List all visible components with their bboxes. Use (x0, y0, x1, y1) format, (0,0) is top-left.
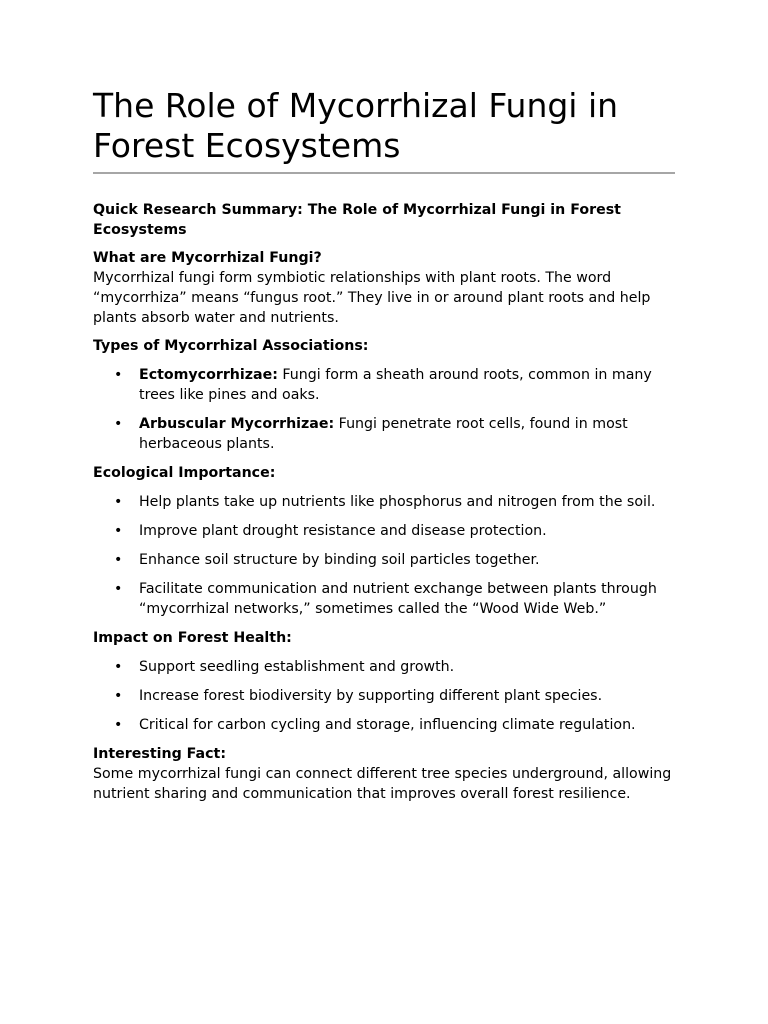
list-item (93, 657, 675, 677)
list-item-term: Arbuscular Mycorrhizae: (139, 416, 335, 432)
ecological-list (93, 492, 675, 619)
list-item-text: Enhance soil structure by binding soil particles together. (139, 552, 540, 568)
bullet-icon: • (114, 367, 123, 383)
list-item (93, 579, 675, 619)
bullet-icon: • (114, 523, 123, 539)
list-item (93, 492, 675, 512)
bullet-icon: • (114, 581, 123, 597)
bullet-icon: • (114, 659, 123, 675)
bullet-icon: • (114, 688, 123, 704)
bullet-icon: • (114, 717, 123, 733)
list-item-text: Improve plant drought resistance and disease protection. (139, 523, 547, 539)
list-item (93, 550, 675, 570)
section-heading-fact: Interesting Fact: (93, 746, 226, 762)
bullet-icon: • (114, 552, 123, 568)
list-item-text: Critical for carbon cycling and storage, influencing climate regulation. (139, 717, 636, 733)
list-item (93, 365, 675, 405)
list-item-text: Fungi penetrate root cells, found in most herbaceous plants. (139, 416, 628, 452)
list-item-term: Ectomycorrhizae: (139, 367, 278, 383)
list-item-text: Increase forest biodiversity by supporting different plant species. (139, 688, 603, 704)
document-page (93, 86, 675, 804)
bullet-icon: • (114, 494, 123, 510)
types-list (93, 365, 675, 454)
section-heading-what: What are Mycorrhizal Fungi? (93, 250, 322, 266)
section-heading-types: Types of Mycorrhizal Associations: (93, 338, 369, 354)
list-item-text: Support seedling establishment and growth. (139, 659, 455, 675)
page-title: The Role of Mycorrhizal Fungi in Forest Ecosystems (93, 86, 675, 174)
list-item (93, 686, 675, 706)
list-item (93, 414, 675, 454)
section-heading-ecological: Ecological Importance: (93, 465, 276, 481)
list-item (93, 521, 675, 541)
section-body-what: Mycorrhizal fungi form symbiotic relationships with plant roots. The word “mycorrhiza” means “fungus root.” They live in or around plant roots and help plants absorb water and nutrients. (93, 270, 651, 326)
list-item-text: Fungi form a sheath around roots, common in many trees like pines and oaks. (139, 367, 652, 403)
list-item-text: Help plants take up nutrients like phosphorus and nitrogen from the soil. (139, 494, 656, 510)
section-body-fact: Some mycorrhizal fungi can connect different tree species underground, allowing nutrient sharing and communication that improves overall forest resilience. (93, 766, 672, 802)
section-heading-impact: Impact on Forest Health: (93, 630, 292, 646)
list-item-text: Facilitate communication and nutrient exchange between plants through “mycorrhizal networks,” sometimes called the “Wood Wide Web.” (139, 581, 657, 617)
list-item (93, 715, 675, 735)
impact-list (93, 657, 675, 735)
bullet-icon: • (114, 416, 123, 432)
summary-title: Quick Research Summary: The Role of Mycorrhizal Fungi in Forest Ecosystems (93, 202, 621, 238)
